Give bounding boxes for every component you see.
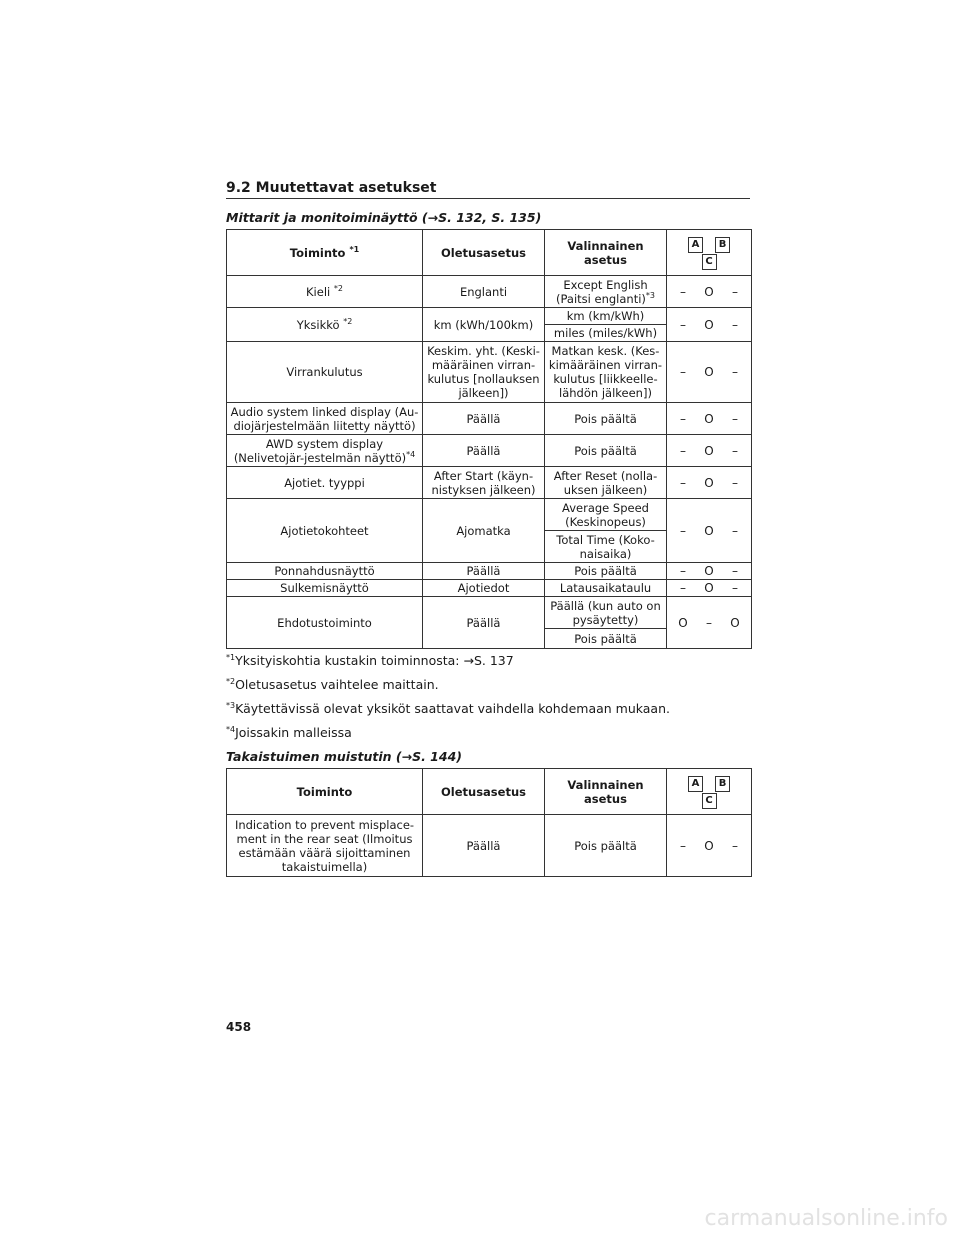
default-cell: Ajotiedot	[423, 580, 545, 597]
function-cell: Ajotiet. tyyppi	[227, 467, 423, 499]
column-header-function: Toiminto $^{*1}$	[227, 230, 423, 276]
abc-cell: – O –	[667, 276, 752, 308]
option-cell: Pois päältä	[545, 563, 667, 580]
option-cell: Latausaikataulu	[545, 580, 667, 597]
function-cell: Audio system linked display (Au-diojärjestelmään liitetty näyttö)	[227, 403, 423, 435]
default-cell: Päällä	[423, 563, 545, 580]
option-cell: Pois päältä	[545, 815, 667, 877]
option-cell: Pois päältä	[545, 403, 667, 435]
method-a-icon: A	[688, 776, 703, 792]
method-a-icon: A	[688, 237, 703, 253]
default-cell: km (kWh/100km)	[423, 308, 545, 342]
method-c-icon: C	[702, 254, 717, 270]
option-cell: miles (miles/kWh)	[545, 325, 667, 342]
watermark: carmanualsonline.info	[704, 1206, 948, 1231]
table-row	[227, 403, 752, 435]
table-row	[227, 342, 752, 403]
default-cell: Ajomatka	[423, 499, 545, 563]
column-header-function: Toiminto	[227, 769, 423, 815]
column-header-optional: Valinnainen asetus	[545, 769, 667, 815]
function-cell: Ponnahdusnäyttö	[227, 563, 423, 580]
function-cell: AWD system display (Nelivetojär-jestelmän näyttö)$^{*4}$	[227, 435, 423, 467]
function-cell: Ehdotustoiminto	[227, 597, 423, 649]
method-b-icon: B	[715, 237, 730, 253]
column-header-abc	[667, 769, 752, 815]
footnote: $^{*4}$Joissakin malleissa	[226, 724, 352, 740]
option-cell: After Reset (nolla-uksen jälkeen)	[545, 467, 667, 499]
section-title-rear-seat: Takaistuimen muistutin (→S. 144)	[226, 749, 462, 764]
footnotes	[226, 650, 756, 746]
function-cell: Indication to prevent misplace-ment in the rear seat (Ilmoitus estämään väärä sijoittaminen takaistuimella)	[227, 815, 423, 877]
abc-cell: – O –	[667, 435, 752, 467]
function-cell: Ajotietokohteet	[227, 499, 423, 563]
page-number: 458	[226, 1020, 252, 1034]
column-header-abc	[667, 230, 752, 276]
column-header-optional: Valinnainen asetus	[545, 230, 667, 276]
table-row	[227, 563, 752, 580]
footnote: $^{*3}$Käytettävissä olevat yksiköt saattavat vaihdella kohdemaan mukaan.	[226, 700, 670, 716]
option-cell: Pois päältä	[545, 435, 667, 467]
abc-cell: O – O	[667, 597, 752, 649]
abc-cell: – O –	[667, 499, 752, 563]
table-row	[227, 467, 752, 499]
table-row	[227, 435, 752, 467]
method-c-icon: C	[702, 793, 717, 809]
abc-cell: – O –	[667, 403, 752, 435]
option-cell: Total Time (Koko-naisaika)	[545, 531, 667, 563]
default-cell: Päällä	[423, 435, 545, 467]
table-header-row	[227, 769, 752, 815]
option-cell: Except English (Paitsi englanti)$^{*3}$	[545, 276, 667, 308]
option-cell: Pois päältä	[545, 629, 667, 649]
table-row	[227, 276, 752, 308]
default-cell: Päällä	[423, 597, 545, 649]
option-cell: km (km/kWh)	[545, 308, 667, 325]
table-header-row	[227, 230, 752, 276]
method-b-icon: B	[715, 776, 730, 792]
default-cell: After Start (käyn-nistyksen jälkeen)	[423, 467, 545, 499]
option-cell: Päällä (kun auto on pysäytetty)	[545, 597, 667, 629]
function-cell: Sulkemisnäyttö	[227, 580, 423, 597]
section-title-gauges: Mittarit ja monitoiminäyttö (→S. 132, S. 135)	[226, 210, 542, 225]
abc-cell: – O –	[667, 467, 752, 499]
abc-cell: – O –	[667, 308, 752, 342]
default-cell: Englanti	[423, 276, 545, 308]
abc-cell: – O –	[667, 342, 752, 403]
table-row	[227, 499, 752, 531]
default-cell: Keskim. yht. (Keski-määräinen virran-kulutus [nollauksen jälkeen])	[423, 342, 545, 403]
column-header-default: Oletusasetus	[423, 769, 545, 815]
column-header-default: Oletusasetus	[423, 230, 545, 276]
footnote: $^{*1}$Yksityiskohtia kustakin toiminnosta: →S. 137	[226, 652, 514, 668]
function-cell: Yksikkö $^{*2}$	[227, 308, 423, 342]
abc-cell: – O –	[667, 580, 752, 597]
option-cell: Matkan kesk. (Kes-kimääräinen virran-kulutus [liikkeelle-lähdön jälkeen])	[545, 342, 667, 403]
option-cell: Average Speed (Keskinopeus)	[545, 499, 667, 531]
abc-cell: – O –	[667, 815, 752, 877]
table-row	[227, 580, 752, 597]
table-row	[227, 597, 752, 629]
default-cell: Päällä	[423, 815, 545, 877]
table-row	[227, 815, 752, 877]
function-cell: Virrankulutus	[227, 342, 423, 403]
page-header: 9.2 Muutettavat asetukset	[226, 180, 750, 199]
table-row	[227, 308, 752, 325]
abc-cell: – O –	[667, 563, 752, 580]
function-cell: Kieli $^{*2}$	[227, 276, 423, 308]
default-cell: Päällä	[423, 403, 545, 435]
rear-seat-settings-table	[226, 768, 752, 877]
footnote: $^{*2}$Oletusasetus vaihtelee maittain.	[226, 676, 439, 692]
gauges-settings-table	[226, 229, 752, 649]
